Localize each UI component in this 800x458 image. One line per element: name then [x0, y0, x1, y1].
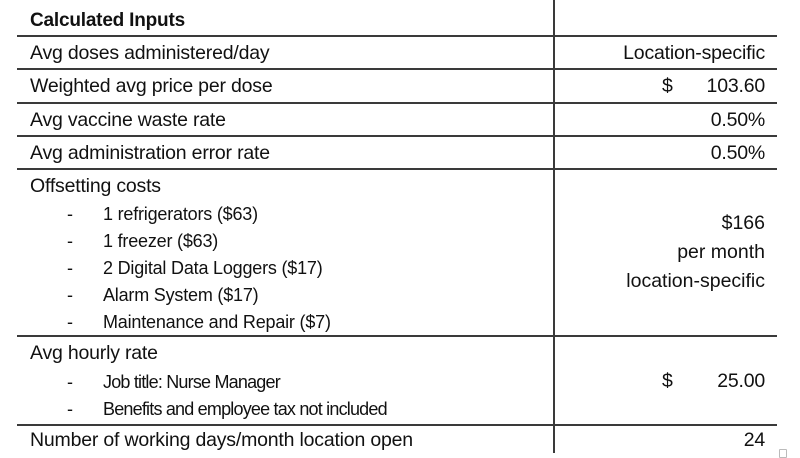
bullet-dash: - — [67, 312, 73, 332]
list-item: Benefits and employee tax not included — [103, 399, 387, 419]
row-label: Avg doses administered/day — [30, 42, 270, 64]
table-header: Calculated Inputs — [30, 10, 185, 31]
row-label: Avg administration error rate — [30, 142, 270, 164]
row-divider — [17, 168, 777, 170]
list-item: 2 Digital Data Loggers ($17) — [103, 258, 323, 278]
row-label: Number of working days/month location open — [30, 429, 413, 451]
row-divider — [17, 335, 777, 337]
list-item: Job title: Nurse Manager — [103, 372, 280, 392]
row-divider — [17, 135, 777, 137]
list-item: 1 refrigerators ($63) — [103, 204, 258, 224]
row-divider — [17, 102, 777, 104]
row-value: 0.50% — [710, 109, 765, 131]
row-divider — [17, 424, 777, 426]
row-divider — [17, 68, 777, 70]
list-item: Maintenance and Repair ($7) — [103, 312, 331, 332]
row-label: Avg vaccine waste rate — [30, 109, 226, 131]
currency-symbol: $ — [662, 75, 673, 97]
row-label: Offsetting costs — [30, 175, 161, 197]
value-line: per month — [677, 241, 765, 263]
list-item: 1 freezer ($63) — [103, 231, 219, 251]
row-label: Weighted avg price per dose — [30, 75, 273, 97]
value-line: location-specific — [626, 270, 765, 292]
bullet-dash: - — [67, 399, 73, 419]
bullet-dash: - — [67, 204, 73, 224]
value-line: $166 — [721, 212, 765, 234]
bullet-dash: - — [67, 285, 73, 305]
row-value: 25.00 — [717, 370, 765, 392]
row-label: Avg hourly rate — [30, 342, 158, 364]
currency-symbol: $ — [662, 370, 673, 392]
row-value: Location-specific — [623, 42, 765, 64]
row-divider — [17, 35, 777, 37]
list-item: Alarm System ($17) — [103, 285, 259, 305]
row-value: 0.50% — [710, 142, 765, 164]
row-value: 24 — [743, 429, 765, 451]
row-value — [626, 209, 765, 296]
bullet-dash: - — [67, 231, 73, 251]
bullet-dash: - — [67, 372, 73, 392]
row-value: 103.60 — [706, 75, 765, 97]
bullet-dash: - — [67, 258, 73, 278]
